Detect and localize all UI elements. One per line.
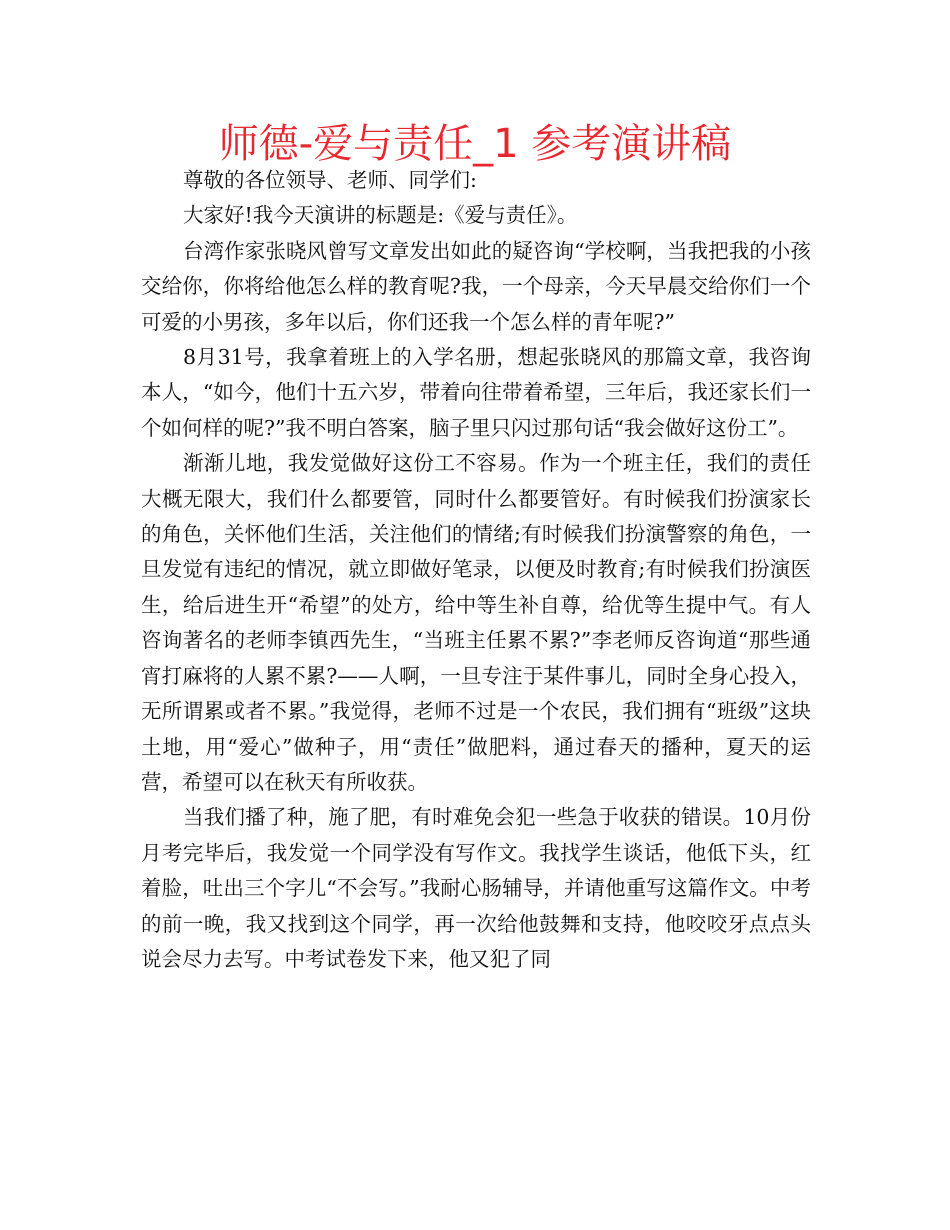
paragraph-august: 8月31号，我拿着班上的入学名册，想起张晓风的那篇文章，我咨询本人，“如今，他们十五六岁，带着向往带着希望，三年后，我还家长们一个如何样的呢?”我不明白答案，脑子里只闪过那句话“我会做好这份工”。 bbox=[141, 345, 811, 440]
paragraph-responsibility: 渐渐儿地，我发觉做好这份工不容易。作为一个班主任，我们的责任大概无限大，我们什么都要管，同时什么都要管好。有时候我们扮演家长的角色，关怀他们生活，关注他们的情绪;有时候我们扮演警察的角色，一旦发觉有违纪的情况，就立即做好笔录，以便及时教育;有时候我们扮演医生，给后进生开“希望”的处方，给中等生补自尊，给优等生提中气。有人咨询著名的老师李镇西先生，“当班主任累不累?”李老师反咨询道“那些通宵打麻将的人累不累?——人啊，一旦专注于某件事儿，同时全身心投入，无所谓累或者不累。”我觉得，老师不过是一个农民，我们拥有“班级”这块土地，用“爱心”做种子，用“责任”做肥料，通过春天的播种，夏天的运营，希望可以在秋天有所收获。 bbox=[141, 451, 811, 794]
paragraph-october: 当我们播了种，施了肥，有时难免会犯一些急于收获的错误。10月份月考完毕后，我发觉一个同学没有写作文。我找学生谈话，他低下头，红着脸，吐出三个字儿“不会写。”我耐心肠辅导，并请他重写这篇作文。中考的前一晚，我又找到这个同学，再一次给他鼓舞和支持，他咬咬牙点点头说会尽力去写。中考试卷发下来，他又犯了同 bbox=[141, 805, 811, 971]
paragraph-quote: 台湾作家张晓风曾写文章发出如此的疑咨询“学校啊，当我把我的小孩交给你，你将给他怎么样的教育呢?我，一个母亲，今天早晨交给你们一个可爱的小男孩，多年以后，你们还我一个怎么样的青年呢?” bbox=[141, 238, 811, 334]
document-body bbox=[141, 163, 811, 977]
document-title: 师德-爱与责任_1 参考演讲稿 bbox=[218, 121, 732, 167]
paragraph-greeting: 尊敬的各位领导、老师、同学们: bbox=[183, 168, 477, 192]
paragraph-intro: 大家好!我今天演讲的标题是:《爱与责任》。 bbox=[183, 203, 578, 228]
